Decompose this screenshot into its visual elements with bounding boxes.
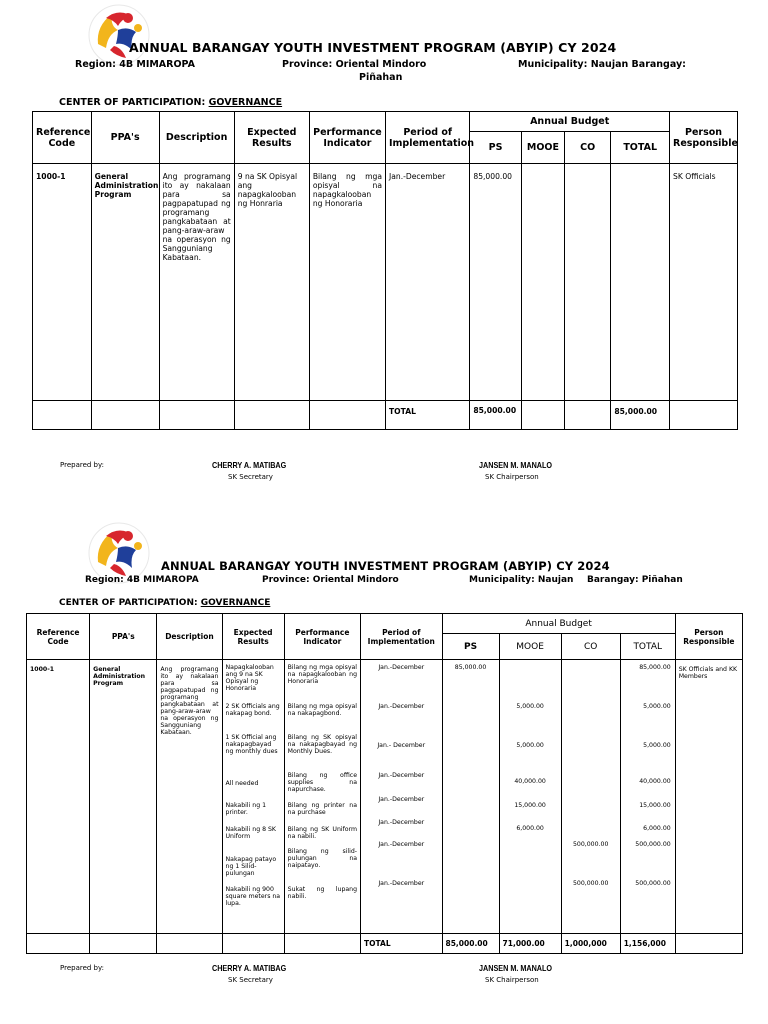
mooe-item: 40,000.00 (514, 778, 546, 785)
header-ref: Reference Code (27, 614, 90, 660)
header-person: Person Responsible (675, 614, 742, 660)
center-of-participation (59, 598, 270, 608)
header-desc: Description (157, 614, 222, 660)
row-co (565, 164, 611, 401)
signer-chairperson-name: JANSEN M. MANALO (479, 963, 553, 973)
abyip-table-2 (26, 613, 743, 954)
header-ppa: PPA's (90, 614, 157, 660)
header-desc: Description (159, 112, 234, 164)
expected-item: All needed (225, 780, 259, 787)
perf-item: Sukat ng lupang nabili. (287, 886, 358, 900)
header-expected: Expected Results (234, 112, 309, 164)
header-mooe: MOOE (521, 132, 564, 164)
mooe-item: 5,000.00 (516, 742, 544, 749)
municipality-label: Municipality: Naujan (469, 575, 574, 585)
sk-logo (88, 4, 150, 66)
barangay-label: Piñahan (359, 72, 403, 83)
period-item: Jan.-December (378, 664, 425, 671)
header-person: Person Responsible (670, 112, 738, 164)
perf-item: Bilang ng SK opisyal na nakapagbayad ng Monthly Dues. (287, 734, 358, 755)
header-period: Period of Implementation (385, 112, 469, 164)
row-mooe (521, 164, 564, 401)
period-item: Jan.-December (378, 841, 425, 848)
municipality-label: Municipality: Naujan Barangay: (518, 59, 686, 70)
region-label: Region: 4B MIMAROPA (75, 59, 195, 70)
expected-item: Napagkalooban ang 9 na SK Opisyal ng Honoraria (225, 664, 274, 692)
header-ps: PS (470, 132, 521, 164)
total-mooe: 71,000.00 (499, 934, 561, 954)
total-label: TOTAL (361, 934, 442, 954)
row-perf (284, 660, 360, 934)
prepared-by-label: Prepared by: (60, 964, 104, 972)
expected-item: Nakabili ng 1 printer. (225, 802, 267, 816)
signer-chairperson-name: JANSEN M. MANALO (479, 460, 553, 470)
total-ps: 85,000.00 (470, 400, 521, 429)
perf-item: Bilang ng office supplies na napurchase. (287, 772, 358, 793)
document-title: ANNUAL BARANGAY YOUTH INVESTMENT PROGRAM (ABYIP) CY 2024 (161, 559, 610, 573)
perf-item: Bilang ng SK Uniform na nabili. (287, 826, 358, 840)
table-row (33, 164, 738, 401)
header-total: TOTAL (620, 634, 675, 660)
header-total: TOTAL (611, 132, 670, 164)
total-item: 500,000.00 (635, 841, 671, 848)
expected-item: Nakabili ng 8 SK Uniform (225, 826, 276, 840)
mooe-item: 6,000.00 (516, 825, 544, 832)
period-item: Jan.-December (378, 703, 425, 710)
document-title: ANNUAL BARANGAY YOUTH INVESTMENT PROGRAM (ABYIP) CY 2024 (129, 40, 617, 55)
total-item: 40,000.00 (639, 778, 671, 785)
total-co: 1,000,000 (561, 934, 620, 954)
row-ppa: General Administration Program (91, 164, 159, 401)
co-item: 500,000.00 (572, 880, 609, 887)
signer-chairperson-role: SK Chairperson (485, 976, 539, 984)
prepared-by-label: Prepared by: (60, 461, 104, 469)
header-budget: Annual Budget (442, 614, 675, 634)
row-period (361, 660, 442, 934)
mooe-item: 15,000.00 (514, 802, 546, 809)
perf-item: Bilang ng printer na na purchase (287, 802, 358, 816)
row-total (620, 660, 675, 934)
row-mooe (499, 660, 561, 934)
row-expected: 9 na SK Opisyal ang napagkalooban ng Honraria (234, 164, 309, 401)
row-ps: 85,000.00 (470, 164, 521, 401)
total-item: 85,000.00 (639, 664, 671, 671)
header-period: Period of Implementation (361, 614, 442, 660)
header-perf: Performance Indicator (284, 614, 360, 660)
row-desc: Ang programang ito ay nakalaan para sa pagpapatupad ng programang pangkabataan at pang-araw-araw na operasyon ng Sangguniang Kabataan. (157, 660, 222, 934)
perf-item: Bilang ng mga opisyal na napagkalooban ng Honoraria (287, 664, 358, 685)
total-item: 6,000.00 (643, 825, 671, 832)
total-item: 15,000.00 (639, 802, 671, 809)
total-total: 1,156,000 (620, 934, 675, 954)
region-label: Region: 4B MIMAROPA (85, 575, 199, 585)
signer-chairperson-role: SK Chairperson (485, 473, 539, 481)
row-person: SK Officials (670, 164, 738, 401)
period-item: Jan.-December (378, 819, 425, 826)
period-item: Jan.-December (378, 772, 425, 779)
header-budget: Annual Budget (470, 112, 670, 132)
mooe-item: 5,000.00 (516, 703, 544, 710)
header-expected: Expected Results (222, 614, 284, 660)
total-item: 500,000.00 (635, 880, 671, 887)
province-label: Province: Oriental Mindoro (282, 59, 427, 70)
header-ppa: PPA's (91, 112, 159, 164)
total-row (27, 934, 743, 954)
province-label: Province: Oriental Mindoro (262, 575, 399, 585)
row-ref: 1000-1 (27, 660, 90, 934)
expected-item: Nakabili ng 900 square meters na lupa. (225, 886, 281, 907)
cop-label: CENTER OF PARTICIPATION: (59, 97, 206, 108)
co-item: 500,000.00 (572, 841, 609, 848)
row-co (561, 660, 620, 934)
center-of-participation (59, 97, 282, 108)
total-row (33, 400, 738, 429)
abyip-table-1 (32, 111, 738, 430)
row-person: SK Officials and KK Members (675, 660, 742, 934)
total-ps: 85,000.00 (442, 934, 499, 954)
expected-item: 2 SK Officials ang nakapag bond. (225, 703, 280, 717)
expected-item: Nakapag patayo ng 1 Silid-pulungan (225, 856, 277, 877)
row-ref: 1000-1 (33, 164, 92, 401)
signer-secretary-name: CHERRY A. MATIBAG (212, 963, 287, 973)
total-item: 5,000.00 (643, 742, 671, 749)
header-mooe: MOOE (499, 634, 561, 660)
expected-item: 1 SK Official ang nakapagbayad ng monthly dues (225, 734, 278, 755)
ps-item: 85,000.00 (454, 664, 487, 671)
row-ppa: General Administration Program (90, 660, 157, 934)
header-ps: PS (442, 634, 499, 660)
signer-secretary-name: CHERRY A. MATIBAG (212, 460, 287, 470)
row-ps (442, 660, 499, 934)
total-label: TOTAL (385, 400, 469, 429)
row-perf: Bilang ng mga opisyal na napagkalooban ng Honoraria (309, 164, 385, 401)
barangay-label: Barangay: Piñahan (587, 575, 683, 585)
header-co: CO (561, 634, 620, 660)
header-perf: Performance Indicator (309, 112, 385, 164)
period-item: Jan.- December (377, 742, 426, 749)
header-co: CO (565, 132, 611, 164)
row-desc: Ang programang ito ay nakalaan para sa pagpapatupad ng programang pangkabataan at pang-araw-araw na operasyon ng Sangguniang Kabataan. (159, 164, 234, 401)
period-item: Jan.-December (378, 880, 425, 887)
signer-secretary-role: SK Secretary (228, 473, 273, 481)
signer-secretary-role: SK Secretary (228, 976, 273, 984)
period-item: Jan.-December (378, 796, 425, 803)
total-total: 85,000.00 (611, 400, 670, 429)
cop-value: GOVERNANCE (200, 598, 271, 608)
row-period: Jan.-December (385, 164, 469, 401)
perf-item: Bilang ng silid-pulungan na naipatayo. (287, 848, 358, 869)
row-expected (222, 660, 284, 934)
header-ref: Reference Code (33, 112, 92, 164)
row-total (611, 164, 670, 401)
cop-value: GOVERNANCE (208, 97, 283, 108)
table-row (27, 660, 743, 934)
cop-label: CENTER OF PARTICIPATION: (59, 598, 198, 608)
perf-item: Bilang ng mga opisyal na nakapagbond. (287, 703, 358, 717)
total-item: 5,000.00 (643, 703, 671, 710)
